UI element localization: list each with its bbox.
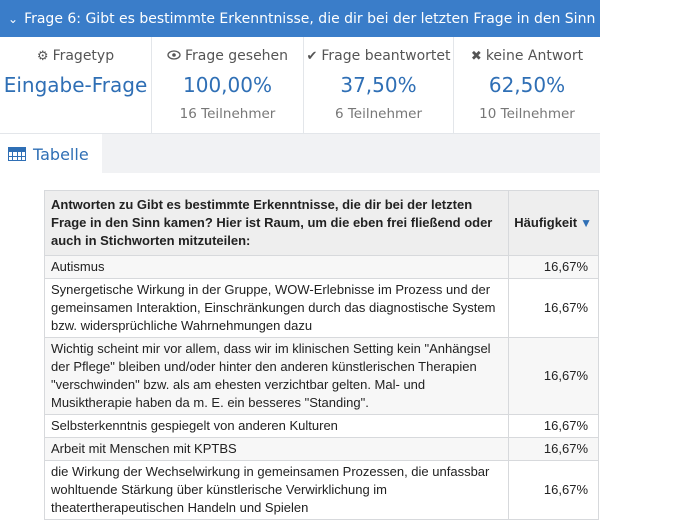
column-header-frequency[interactable]: Häufigkeit ▼ — [509, 191, 599, 256]
eye-icon — [167, 49, 181, 64]
answers-table — [44, 190, 599, 520]
table-icon — [8, 147, 26, 161]
stat-seen — [152, 37, 304, 133]
table-row — [45, 461, 599, 520]
table-row — [45, 256, 599, 279]
question-header[interactable] — [0, 0, 675, 37]
check-icon: ✔ — [306, 48, 318, 64]
x-icon: ✖ — [470, 48, 482, 64]
stat-value: Eingabe-Frage — [3, 73, 148, 97]
stat-label: ✖ keine Antwort — [470, 48, 584, 64]
answer-cell: Selbsterkenntnis gespiegelt von anderen Kulturen — [45, 415, 509, 438]
stat-answered — [304, 37, 454, 133]
chevron-down-icon[interactable]: ⌄ — [8, 11, 19, 26]
tab-tabelle[interactable] — [0, 134, 102, 174]
answer-cell: Synergetische Wirkung in der Gruppe, WOW-Erlebnisse im Prozess und der gemeinsamen Interaktion, Einschränkungen durch das diagnostische System bzw. widersprüchliche Wahrnehmungen dazu — [45, 279, 509, 338]
stat-label: Frage gesehen — [167, 48, 288, 64]
stat-no-answer — [454, 37, 600, 133]
stat-label: ✔ Frage beantwortet — [306, 48, 451, 64]
frequency-cell: 16,67% — [509, 461, 599, 520]
table-row — [45, 415, 599, 438]
answer-cell: Wichtig scheint mir vor allem, dass wir im klinischen Setting kein "Anhängsel der Pflege" bleiben und/oder hinter den anderen künstlerischen Therapien "verschwinden" bzw. als am ehesten verzichtbar gelten. Mal- und Musiktherapie haben da m. E. ein besseres "Standing". — [45, 338, 509, 415]
frequency-cell: 16,67% — [509, 338, 599, 415]
sort-desc-icon[interactable]: ▼ — [580, 216, 592, 230]
stat-count: 10 Teilnehmer — [479, 106, 575, 122]
column-header-answers: Antworten zu Gibt es bestimmte Erkenntnisse, die dir bei der letzten Frage in den Sinn kamen? Hier ist Raum, um die eben frei fließend oder auch in Stichworten mitzuteilen: — [45, 191, 509, 256]
tab-bar — [0, 133, 600, 173]
stat-value: 37,50% — [340, 73, 417, 97]
stat-label: ⚙ Fragetyp — [36, 48, 115, 64]
stat-count: 6 Teilnehmer — [334, 106, 423, 122]
frequency-cell: 16,67% — [509, 438, 599, 461]
table-row — [45, 338, 599, 415]
frequency-cell: 16,67% — [509, 256, 599, 279]
stat-value: 62,50% — [488, 73, 566, 97]
answer-cell: die Wirkung der Wechselwirkung in gemeinsamen Prozessen, die unfassbar wohltuende Stärkung über künstlerische Verwirklichung im theatertherapeutischen Handeln und Spielen — [45, 461, 509, 520]
answer-cell: Arbeit mit Menschen mit KPTBS — [45, 438, 509, 461]
table-row — [45, 279, 599, 338]
question-title: Frage 6: Gibt es bestimmte Erkenntnisse, die dir bei der letzten Frage in den Sinn kamen?..." — [24, 10, 675, 27]
stat-question-type — [0, 37, 152, 133]
stats-row — [0, 37, 600, 133]
gear-icon: ⚙ — [36, 48, 49, 64]
answers-table-container — [44, 190, 600, 520]
stat-value: 100,00% — [183, 73, 272, 97]
stat-count: 16 Teilnehmer — [179, 106, 276, 122]
frequency-cell: 16,67% — [509, 279, 599, 338]
frequency-cell: 16,67% — [509, 415, 599, 438]
table-row — [45, 438, 599, 461]
answer-cell: Autismus — [45, 256, 509, 279]
tab-label: Tabelle — [33, 144, 89, 164]
